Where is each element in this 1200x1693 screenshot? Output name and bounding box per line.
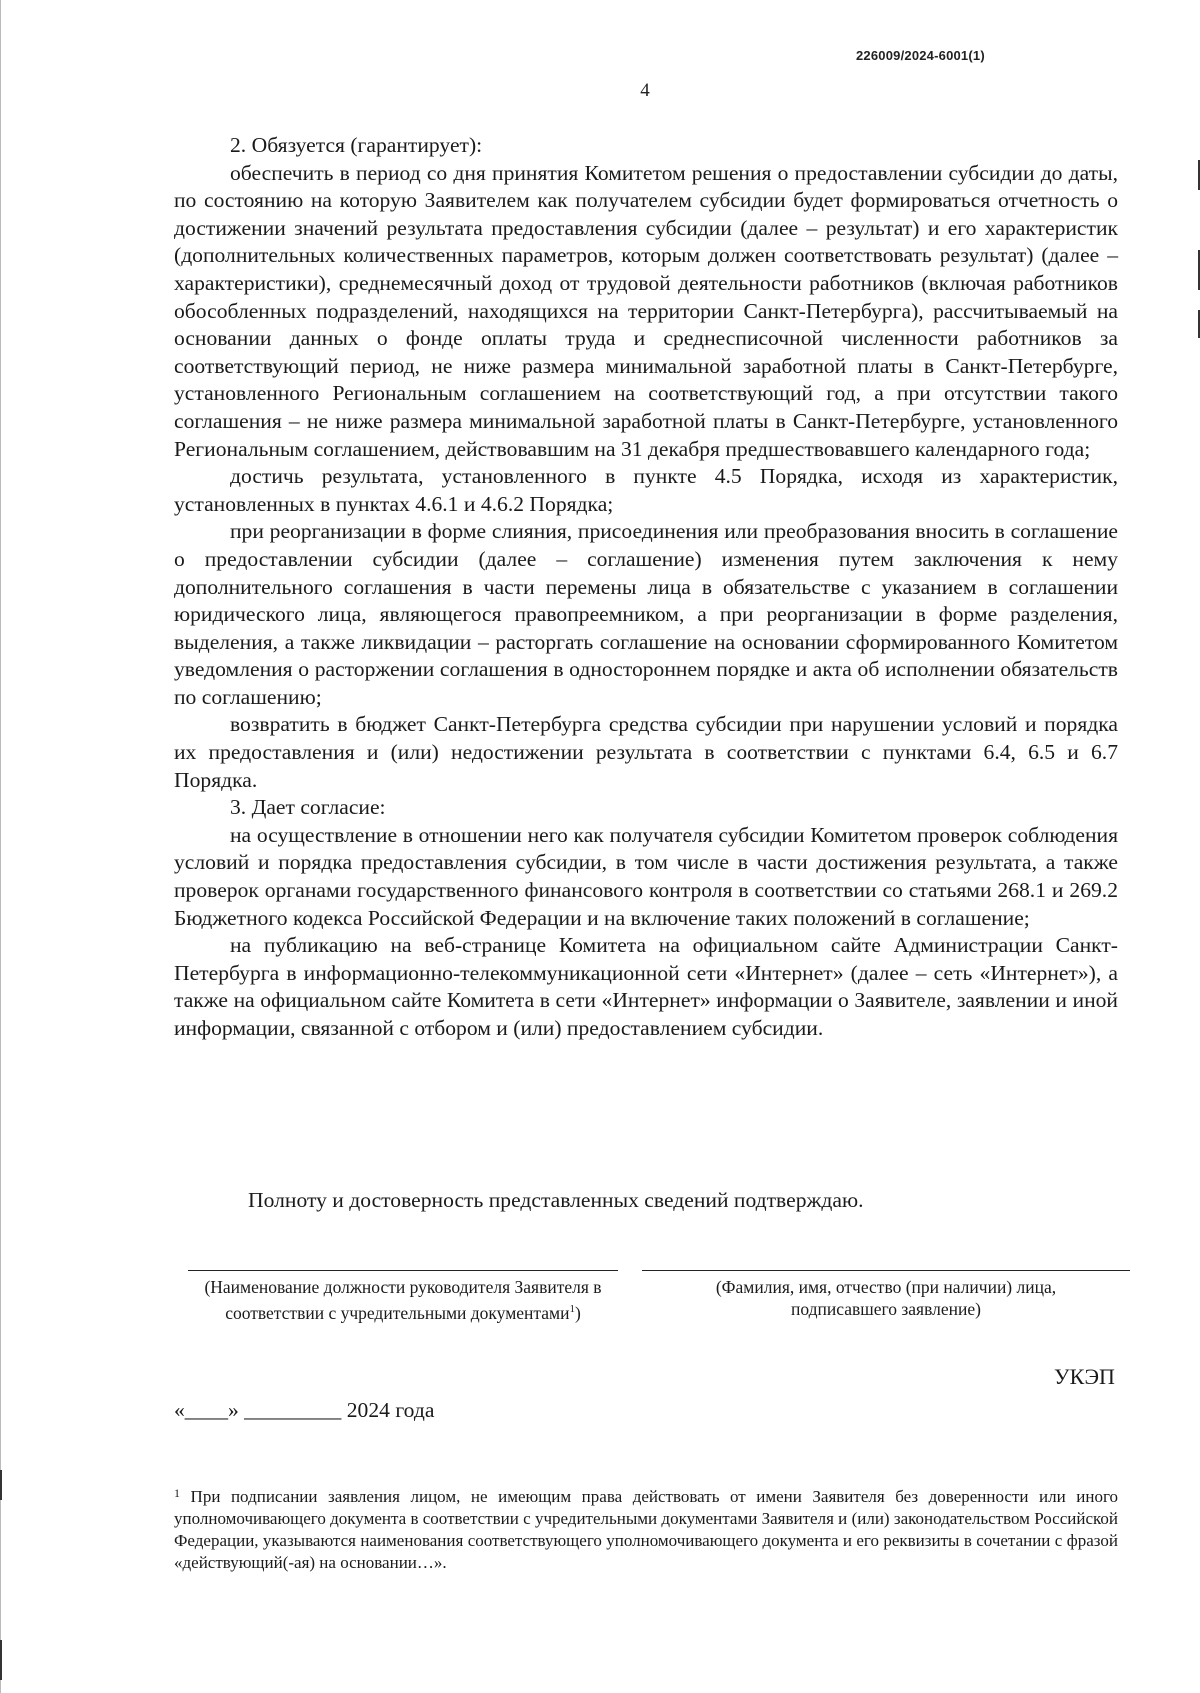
footnote: [174, 1482, 1118, 1574]
document-body: [174, 132, 1118, 1043]
scan-edge-left: [0, 0, 1, 1693]
scan-mark: [0, 1640, 2, 1680]
paragraph-consent-inspections: на осуществление в отношении него как получателя субсидии Комитетом проверок соблюдения условий и порядка предоставления субсидии, в том числе в части достижения результата, а также проверок органами государственного финансового контроля в соответствии со статьями 268.1 и 269.2 Бюджетного кодекса Российской Федерации и на включение таких положений в соглашение;: [174, 822, 1118, 930]
signature-line-position: [188, 1270, 618, 1271]
page-number: 4: [640, 80, 650, 101]
paragraph-obligation-reorganization: при реорганизации в форме слияния, присоединения или преобразования вносить в соглашение о предоставлении субсидии (далее – соглашение) изменения путем заключения к нему дополнительного соглашения в части перемены лица в обязательстве с указанием в соглашении юридического лица, являющегося правопреемником, а при реорганизации в форме разделения, выделения, а также ликвидации – расторгать соглашение на основании сформированного Комитетом уведомления о расторжении соглашения в одностороннем порядке и акта об исполнении обязательств по соглашению;: [174, 519, 1118, 709]
electronic-signature-mark: УКЭП: [1054, 1364, 1115, 1389]
signature-line-name: [642, 1270, 1130, 1271]
position-caption-end: ): [574, 1302, 581, 1323]
name-caption: (Фамилия, имя, отчество (при наличии) лица, подписавшего заявление): [715, 1277, 1057, 1319]
scan-mark: [0, 1470, 2, 1500]
paragraph-consent-publication: на публикацию на веб-странице Комитета на официальном сайте Администрации Санкт-Петербурга в информационно-телекоммуникационной сети «Интернет» (далее – сеть «Интернет»), а также на официальном сайте Комитета в сети «Интернет» информации о Заявителе, заявлении и иной информации, связанной с отбором и (или) предоставлением субсидии.: [174, 933, 1118, 1040]
footnote-text: При подписании заявления лицом, не имеющим права действовать от имени Заявителя без доверенности или иного уполномочивающего документа в соответствии с учредительными документами Заявителя и (или) законодательством Российской Федерации, указываются наименования соответствующего уполномочивающего документа и его реквизиты в сочетании с фразой «действующий(-ая) на основании…».: [174, 1487, 1119, 1572]
section-3-title: 3. Дает согласие:: [230, 795, 386, 820]
footnote-marker: 1: [174, 1486, 180, 1500]
footnote-reference: 1: [569, 1303, 575, 1315]
paragraph-obligation-income: обеспечить в период со дня принятия Комитетом решения о предоставлении субсидии до даты, по состоянию на которую Заявителем как получателем субсидии будет формироваться отчетность о достижении значений результата предоставления субсидии (далее – результат) и его характеристик (дополнительных количественных параметров, которым должен соответствовать результат) (далее – характеристики), среднемесячный доход от трудовой деятельности работников (включая работников обособленных подразделений, находящихся на территории Санкт-Петербурга), рассчитываемый на основании данных о фонде оплаты труда и среднесписочной численности работников за соответствующий период, не ниже размера минимальной заработной платы в Санкт-Петербурге, установленного Региональным соглашением на соответствующий год, а при отсутствии такого соглашения – не ниже размера минимальной заработной платы в Санкт-Петербурге, установленного Региональным соглашением, действовавшим на 31 декабря предшествовавшего календарного года;: [174, 160, 1118, 461]
position-caption: [188, 1276, 618, 1324]
paragraph-obligation-result: достичь результата, установленного в пункте 4.5 Порядка, исходя из характеристик, установленных в пунктах 4.6.1 и 4.6.2 Порядка;: [174, 464, 1118, 516]
paragraph-obligation-refund: возвратить в бюджет Санкт-Петербурга средства субсидии при нарушении условий и порядка их предоставления и (или) недостижении результата в соответствии с пунктами 6.4, 6.5 и 6.7 Порядка.: [174, 712, 1118, 792]
position-caption-text: (Наименование должности руководителя Заявителя в соответствии с учредительными документами: [204, 1277, 602, 1323]
section-2-title: 2. Обязуется (гарантирует):: [230, 133, 483, 157]
date-line: «____» _________ 2024 года: [174, 1398, 435, 1422]
confirmation-statement: Полноту и достоверность представленных сведений подтверждаю.: [248, 1188, 864, 1212]
document-registration-number: 226009/2024-6001(1): [856, 48, 985, 63]
